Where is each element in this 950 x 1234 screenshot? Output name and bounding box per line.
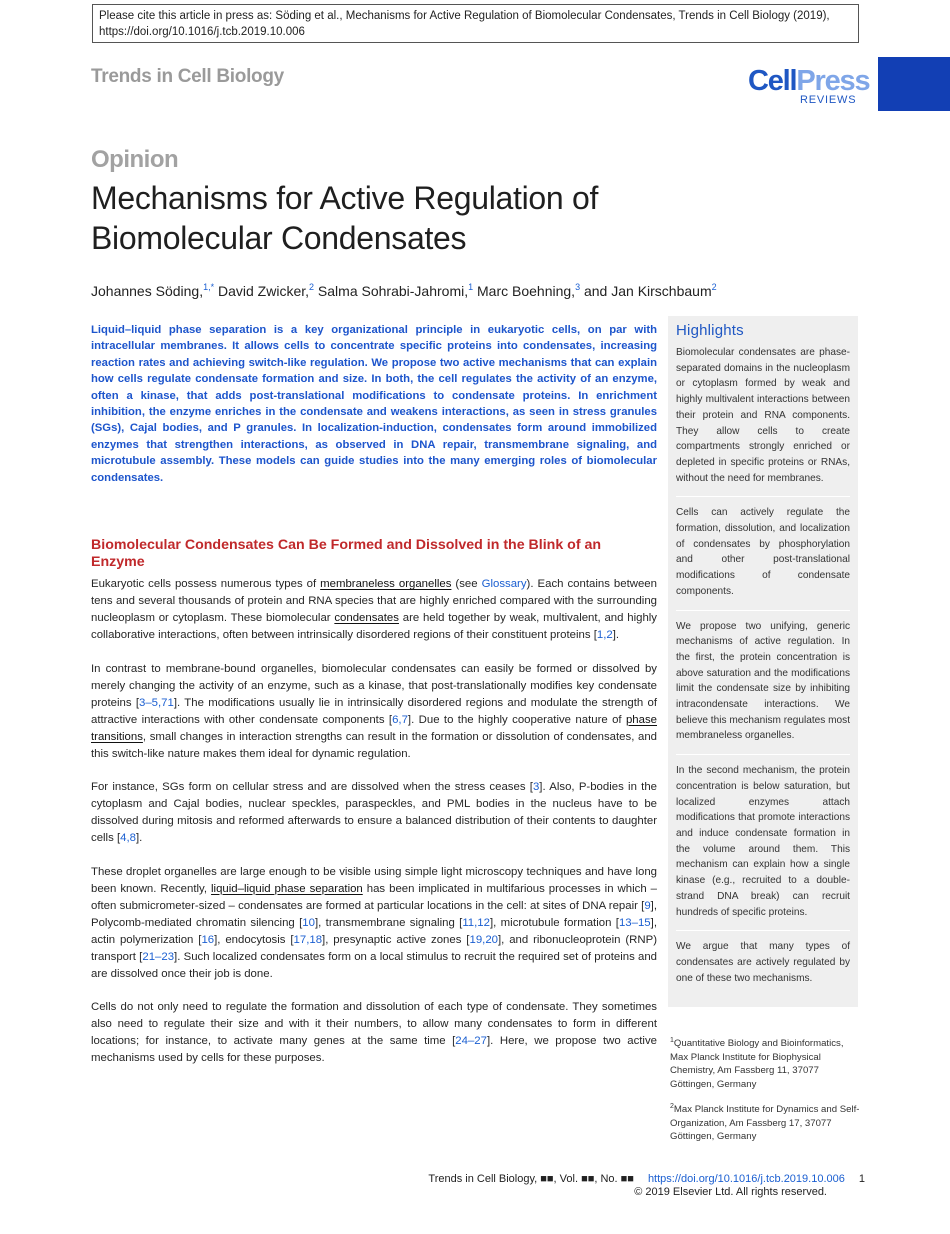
reference-link[interactable]: 3 [532,781,540,793]
logo-cell-text: Cell [748,65,797,97]
article-type: Opinion [91,146,179,173]
glossary-term[interactable]: membraneless organelles [320,578,452,590]
highlight-item: Cells can actively regulate the formation, dissolution, and localization of condensates by phosphorylation and other post-translational modifications of condensate components. [676,505,850,610]
paragraph: In contrast to membrane-bound organelles, biomolecular condensates can easily be formed or dissolved by merely changing the activity of an enzyme, such as a kinase, that post-translationally modifies key condensate proteins [3–5,71]. The modifications usually lie in intrinsically disordered regions and modulate the strength of attractive interactions with other condensate components [6,7]. Due to the highly cooperative nature of phase transitions, small changes in interaction strengths can result in the formation or dissolution of condensates, and this switch-like nature makes them ideal for dynamic regulation. [91,662,657,760]
author-name: and Jan Kirschbaum [580,283,712,299]
reference-link[interactable]: 10 [302,916,315,929]
affiliation-item: $^1$Quantitative Biology and Bioinformatics, Max Planck Institute for Biophysical Chemistry, Am Fassberg 11, 37077 Göttingen, Germany [670,1037,844,1090]
journal-name: Trends in Cell Biology [91,66,284,87]
reference-link[interactable]: 3–5,71 [139,696,174,709]
title-line-2: Biomolecular Condensates [91,220,467,256]
author-name: Johannes Söding, [91,283,204,299]
title-line-1: Mechanisms for Active Regulation of [91,180,599,216]
author-affiliation[interactable]: 2 [711,282,717,292]
author-list [91,277,871,301]
highlights-title: Highlights [676,322,744,339]
logo-press-text: Press [796,65,870,97]
reference-link[interactable]: 13–15 [618,916,651,929]
glossary-term[interactable]: liquid–liquid phase separation [211,882,363,895]
citation-line-1: Please cite this article in press as: Söding et al., Mechanisms for Active Regulation of Biomolecular Condensates, Trends in Cell Biology (2019), [99,10,830,22]
logo-reviews-text: REVIEWS [800,94,857,106]
paragraph: Eukaryotic cells possess numerous types of membraneless organelles (see Glossary). Each contains between tens and several thousands of protein and RNA species that are highly enriched compared with the surrounding nucleoplasm or cytoplasm. These biomolecular condensates are held together by weak, multivalent, and highly collaborative interactions, often between intrinsically disordered regions of their constituent proteins [1,2]. [91,578,658,641]
affiliations [670,1034,860,1153]
highlights-box [668,316,858,1007]
reference-link[interactable]: 16 [201,933,215,946]
author-name: Salma Sohrabi-Jahromi, [314,283,469,299]
footer-journal-info: Trends in Cell Biology, ■■, Vol. ■■, No. ■■ [428,1173,634,1185]
author-name: Marc Boehning, [473,283,576,299]
citation-doi-link[interactable]: https://doi.org/10.1016/j.tcb.2019.10.006 [99,26,305,38]
reference-link[interactable]: 21–23 [142,950,175,963]
paragraph: These droplet organelles are large enough to be visible using simple light microscopy techniques and have long been known. Recently, liquid–liquid phase separation has been implicated in multifarious processes in which – often submicrometer-sized – condensates are formed at particular locations in the cell: at sites of DNA repair [9], Polycomb-mediated chromatin silencing [10], transmembrane signaling [11,12], microtubule formation [13–15], actin polymerization [16], endocytosis [17,18], presynaptic active zones [19,20], and ribonucleoprotein (RNP) transport [21–23]. Such localized condensates form on a local stimulus to recruit the required set of proteins and are dissolved once their job is done. [91,865,658,980]
reference-link[interactable]: 11,12 [462,916,490,929]
reference-link[interactable]: 4,8 [120,832,136,844]
body-text [91,576,657,1084]
reference-link[interactable]: 19,20 [469,933,498,946]
affiliation-item: $^2$Max Planck Institute for Dynamics and Self-Organization, Am Fassberg 17, 37077 Göttingen, Germany [670,1103,860,1142]
page-footer [365,1173,865,1199]
cellpress-logo[interactable] [748,66,869,96]
footer-copyright: © 2019 Elsevier Ltd. All rights reserved. [634,1186,827,1198]
highlight-item: We argue that many types of condensates are actively regulated by one of these two mechanisms. [676,941,850,984]
reference-link[interactable]: 6,7 [392,713,408,726]
reference-link[interactable]: 17,18 [293,933,323,946]
paragraph: For instance, SGs form on cellular stress and are dissolved when the stress ceases [3]. Also, P-bodies in the cytoplasm and Cajal bodies, nuclear speckles, paraspeckles, and PML bodies in the nucleus have to be dissolved during mitosis and reformed afterwards to ensure a balanced distribution of their contents to daughter cells [4,8]. [91,781,657,844]
author-name: David Zwicker, [214,283,310,299]
citation-box [92,4,859,43]
reference-link[interactable]: 24–27 [455,1035,487,1047]
author-affiliation[interactable]: 1 [468,282,474,292]
paragraph: Cells do not only need to regulate the formation and dissolution of each type of condensate. They sometimes also need to regulate their size and with it their numbers, to allow many condensates to form in different locations; for instance, to activate many genes at the same time [24–27]. Here, we propose two active mechanisms used by cells for these purposes. [91,1001,657,1064]
highlight-item: We propose two unifying, generic mechanisms of active regulation. In the first, the protein concentration is above saturation and the modifications limit the condensate size by inhibiting intracondensate interactions. We believe this mechanism regulates most membraneless organelles. [676,619,850,756]
blue-tab-decoration [878,57,950,111]
glossary-term[interactable]: condensates [334,612,399,624]
author-affiliation[interactable]: 1,* [203,282,215,292]
glossary-term[interactable]: phase transitions [91,713,657,743]
glossary-link[interactable]: Glossary [481,578,527,590]
section-heading: Biomolecular Condensates Can Be Formed and Dissolved in the Blink of an Enzyme [91,537,602,570]
page-number: 1 [858,1173,865,1185]
article-title [91,178,731,258]
author-affiliation[interactable]: 3 [575,282,581,292]
author-affiliation[interactable]: 2 [309,282,315,292]
reference-link[interactable]: 1,2 [596,629,613,641]
highlight-item: Biomolecular condensates are phase-separated domains in the nucleoplasm or cytoplasm formed by weak and highly multivalent interactions between their protein and RNA components. They allow cells to create compartments strongly enriched or depleted in specific proteins or RNAs, without the need for membranes. [676,345,850,497]
highlight-item: In the second mechanism, the protein concentration is below saturation, but localized enzymes attach modifications that promote interactions and induce condensate formation in the volume around them. This mechanism can explain how a single kinase (e.g., recruited to a double-strand DNA break) can recruit hundreds of specific proteins. [676,763,850,931]
abstract: Liquid–liquid phase separation is a key organizational principle in eukaryotic cells, on par with intracellular membranes. It allows cells to concentrate specific proteins into condensates, increasing reaction rates and achieving switch-like regulation. We propose two active mechanisms that can explain how cells regulate condensate formation and size. In both, the cell regulates the activity of an enzyme, often a kinase, that adds post-translational modifications to condensate proteins. In enrichment inhibition, the enzyme enriches in the condensate and weakens interactions, as seen in stress granules (SGs), Cajal bodies, and P granules. In localization-induction, condensates form around immobilized enzymes that strengthen interactions, as observed in DNA repair, transmembrane signaling, and microtubule assembly. These models can guide studies into the many emerging roles of biomolecular condensates. [91,324,657,484]
footer-doi-link[interactable]: https://doi.org/10.1016/j.tcb.2019.10.006 [647,1173,845,1185]
reference-link[interactable]: 9 [644,899,651,912]
